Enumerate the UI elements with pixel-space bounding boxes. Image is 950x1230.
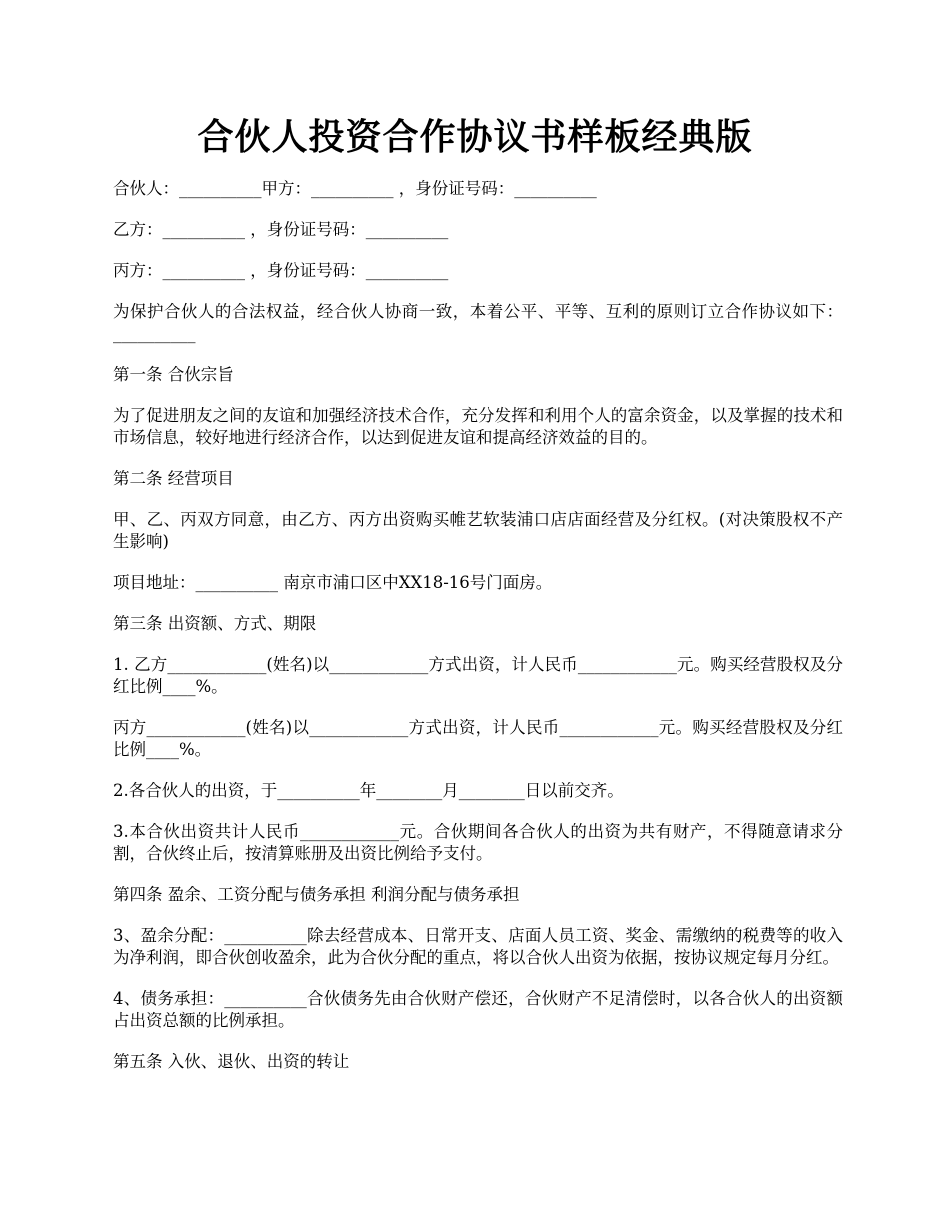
document-title: 合伙人投资合作协议书样板经典版 [197, 116, 753, 158]
article-4-item-3: 3、盈余分配：__________除去经营成本、日常开支、店面人员工资、奖金、需缴纳的税费等的收入为净利润，即合伙创收盈余，此为合伙分配的重点，将以合伙人出资为依据，按协议规定每月分红。 [113, 926, 843, 967]
article-3-item-3: 3.本合伙出资共计人民币____________元。合伙期间各合伙人的出资为共有财产，不得随意请求分割，合伙终止后，按清算账册及出资比例给予支付。 [113, 822, 843, 863]
article-3-item-2: 2.各合伙人的出资，于__________年________月________日以前交齐。 [113, 781, 624, 800]
party-c-line: 丙方：__________ ，身份证号码：__________ [113, 261, 449, 280]
article-3-item-1: 1. 乙方____________(姓名)以____________方式出资，计人民币____________元。购买经营股权及分红比例____%。 [113, 655, 843, 696]
article-5-heading: 第五条 入伙、退伙、出资的转让 [113, 1052, 350, 1071]
article-4-item-4: 4、债务承担：__________合伙债务先由合伙财产偿还，合伙财产不足清偿时，以各合伙人的出资额占出资总额的比例承担。 [113, 989, 843, 1030]
article-3-item-1b: 丙方____________(姓名)以____________方式出资，计人民币____________元。购买经营股权及分红比例____%。 [113, 718, 843, 759]
article-4-heading: 第四条 盈余、工资分配与债务承担 利润分配与债务承担 [113, 885, 520, 904]
article-2-heading: 第二条 经营项目 [113, 469, 234, 488]
party-b-line: 乙方：__________ ，身份证号码：__________ [113, 220, 449, 239]
partners-line: 合伙人：__________甲方：__________ ，身份证号码：__________ [113, 179, 597, 198]
article-1-heading: 第一条 合伙宗旨 [113, 365, 234, 384]
preamble-paragraph: 为保护合伙人的合法权益，经合伙人协商一致，本着公平、平等、互利的原则订立合作协议如下：__________ [113, 302, 843, 343]
article-3-heading: 第三条 出资额、方式、期限 [113, 614, 317, 633]
article-2-body: 甲、乙、丙双方同意，由乙方、丙方出资购买帷艺软装浦口店店面经营及分红权。(对决策股权不产生影响) [113, 510, 843, 551]
document-body [113, 178, 843, 1092]
article-1-body: 为了促进朋友之间的友谊和加强经济技术合作，充分发挥和利用个人的富余资金，以及掌握的技术和市场信息，较好地进行经济合作，以达到促进友谊和提高经济效益的目的。 [113, 406, 843, 447]
project-address: 项目地址：__________ 南京市浦口区中XX18-16号门面房。 [113, 573, 553, 592]
